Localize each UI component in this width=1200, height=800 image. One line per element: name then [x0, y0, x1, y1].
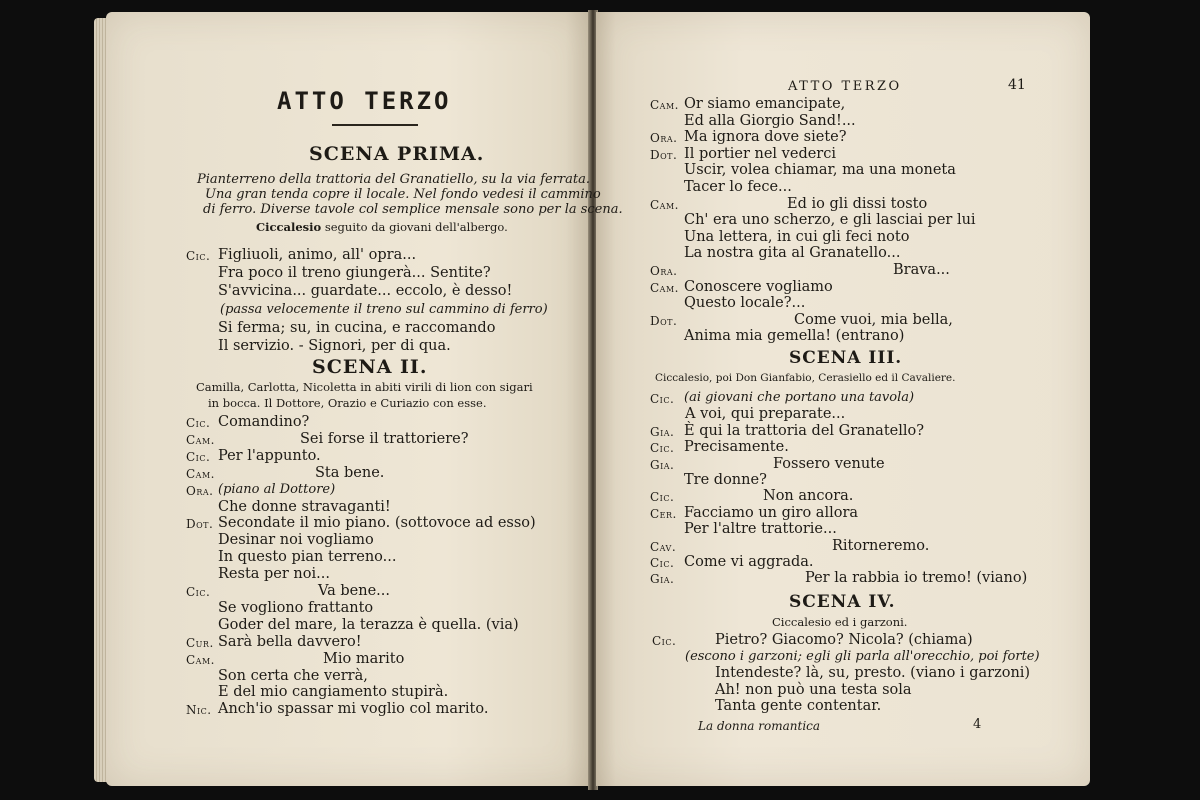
speaker-label: Gia. — [650, 572, 675, 587]
page-number: 41 — [1008, 77, 1026, 93]
verse-line: S'avvicina... guardate... eccolo, è desso! — [218, 283, 513, 300]
verse-line: Tacer lo fece... — [684, 179, 792, 195]
verse-line: Fra poco il treno giungerà... Sentite? — [218, 265, 491, 282]
speaker-label: Cam. — [186, 466, 215, 481]
verse-line: Tanta gente contentar. — [715, 698, 882, 715]
verse-line: Che donne stravaganti! — [218, 498, 391, 515]
speaker-label: Cam. — [186, 652, 215, 667]
verse-line: Anima mia gemella! (entrano) — [684, 328, 905, 345]
verse-line: Si ferma; su, in cucina, e raccomando — [218, 319, 496, 336]
title-ornament — [332, 124, 418, 126]
verse-line: Facciamo un giro allora — [684, 504, 859, 521]
cast-name: Ciccalesio — [256, 220, 322, 234]
scene-3-cast: Ciccalesio, poi Don Gianfabio, Cerasiello ed il Cavaliere. — [655, 372, 956, 384]
verse-line: Ed io gli dissi tosto — [787, 195, 928, 212]
verse-line: Ed alla Giorgio Sand!... — [684, 112, 856, 129]
speaker-label: Gia. — [650, 457, 675, 472]
speaker-label: Nic. — [186, 703, 212, 718]
scene-2-cast-line: Camilla, Carlotta, Nicoletta in abiti virili di lion con sigari — [196, 380, 533, 394]
speaker-label: Ora. — [650, 131, 678, 146]
cast-note: seguito da giovani dell'albergo. — [321, 220, 508, 234]
scene-2-heading: SCENA II. — [312, 356, 428, 378]
verse-line: Se vogliono frattanto — [218, 599, 374, 616]
verse-line: Conoscere vogliamo — [684, 278, 833, 295]
verse-line: La nostra gita al Granatello... — [684, 245, 901, 262]
verse-line: (ai giovani che portano una tavola) — [684, 390, 915, 405]
speaker-label: Cam. — [650, 197, 679, 212]
verse-line: Brava... — [893, 262, 950, 278]
verse-line: A voi, qui preparate... — [685, 406, 846, 423]
scene-3-heading: SCENA III. — [789, 348, 903, 368]
verse-line: E del mio cangiamento stupirà. — [218, 684, 449, 701]
verse-line: Il servizio. - Signori, per di qua. — [218, 338, 451, 354]
scene-1-cast — [256, 222, 508, 234]
verse-line: Per la rabbia io tremo! (viano) — [805, 570, 1028, 587]
verse-line: Ma ignora dove siete? — [684, 129, 847, 146]
speaker-label: Ora. — [650, 264, 678, 278]
verse-line: Mio marito — [323, 650, 405, 667]
verse-line: Il portier nel vederci — [684, 145, 836, 162]
speaker-label: Cic. — [186, 416, 211, 430]
speaker-label: Cic. — [650, 556, 675, 570]
verse-line: Sta bene. — [315, 464, 385, 481]
speaker-label: Cic. — [652, 634, 677, 648]
verse-line: Comandino? — [218, 414, 310, 430]
speaker-label: Cam. — [650, 280, 679, 295]
speaker-label: Cic. — [650, 392, 675, 406]
verse-line: Precisamente. — [684, 439, 789, 456]
verse-line: Ah! non può una testa sola — [715, 681, 912, 698]
signature-number: 4 — [973, 717, 982, 732]
verse-line: Pietro? Giacomo? Nicola? (chiama) — [715, 632, 973, 648]
verse-line: Questo locale?... — [684, 295, 806, 312]
verse-line: Figliuoli, animo, all' opra... — [218, 247, 417, 263]
verse-line: Tre donne? — [684, 472, 767, 488]
speaker-label: Cic. — [650, 490, 675, 505]
verse-line: Goder del mare, la terazza è quella. (via) — [218, 616, 519, 633]
verse-line: Non ancora. — [763, 488, 854, 505]
scene-4-heading: SCENA IV. — [789, 592, 896, 612]
speaker-label: Gia. — [650, 424, 675, 439]
verse-line: Come vi aggrada. — [684, 554, 814, 570]
stage-direction-line: Pianterreno della trattoria del Granatiello, su la via ferrata. — [197, 172, 590, 187]
scene-4-cast: Ciccalesio ed i garzoni. — [772, 615, 908, 629]
speaker-label: Cer. — [650, 506, 677, 521]
speaker-label: Ora. — [186, 483, 214, 498]
speaker-label: Cic. — [186, 585, 211, 599]
speaker-label: Cic. — [650, 441, 675, 456]
verse-line: Anch'io spassar mi voglio col marito. — [218, 701, 489, 718]
verse-line: Come vuoi, mia bella, — [794, 311, 953, 328]
verse-line: Ch' era uno scherzo, e gli lasciai per lui — [684, 212, 976, 229]
speaker-label: Cic. — [186, 249, 211, 263]
verse-line: Sarà bella davvero! — [218, 633, 362, 650]
footer-title: La donna romantica — [698, 719, 821, 733]
verse-line: (passa velocemente il treno sul cammino di ferro) — [220, 301, 548, 317]
verse-line: Va bene... — [318, 583, 391, 599]
speaker-label: Dot. — [186, 517, 214, 532]
verse-line: Per l'altre trattorie... — [684, 521, 837, 538]
speaker-label: Cur. — [186, 635, 214, 650]
speaker-label: Dot. — [650, 313, 678, 328]
scene-1-heading: SCENA PRIMA. — [309, 143, 485, 165]
speaker-label: Cam. — [186, 432, 215, 447]
speaker-label: Cam. — [650, 98, 679, 112]
scene-2-cast-line: in bocca. Il Dottore, Orazio e Curiazio con esse. — [208, 396, 487, 410]
verse-line: Resta per noi... — [218, 566, 330, 583]
verse-line: Or siamo emancipate, — [684, 96, 846, 112]
speaker-label: Cav. — [650, 539, 677, 554]
verse-line: Fossero venute — [773, 455, 885, 472]
verse-line: Ritorneremo. — [832, 537, 930, 554]
verse-line: Son certa che verrà, — [218, 667, 368, 684]
verse-line: In questo pian terreno... — [218, 549, 397, 566]
verse-line: Intendeste? là, su, presto. (viano i garzoni) — [715, 665, 1031, 682]
verse-line: Secondate il mio piano. (sottovoce ad esso) — [218, 515, 536, 532]
act-title: ATTO TERZO — [277, 87, 452, 115]
verse-line: Desinar noi vogliamo — [218, 532, 374, 549]
verse-line: Per l'appunto. — [218, 447, 321, 464]
verse-line: Sei forse il trattoriere? — [300, 430, 469, 447]
running-header: ATTO TERZO — [788, 79, 902, 94]
verse-line: (escono i garzoni; egli gli parla all'orecchio, poi forte) — [685, 648, 1040, 664]
verse-line: Una lettera, in cui gli feci noto — [684, 228, 910, 245]
stage-direction-line: Una gran tenda copre il locale. Nel fondo vedesi il cammino — [205, 187, 601, 202]
speaker-label: Dot. — [650, 147, 678, 162]
speaker-label: Cic. — [186, 449, 211, 464]
verse-line: (piano al Dottore) — [218, 481, 336, 497]
verse-line: Uscir, volea chiamar, ma una moneta — [684, 162, 956, 179]
verse-line: È qui la trattoria del Granatello? — [684, 422, 925, 439]
stage-direction-line: di ferro. Diverse tavole col semplice mensale sono per la scena. — [203, 202, 623, 217]
